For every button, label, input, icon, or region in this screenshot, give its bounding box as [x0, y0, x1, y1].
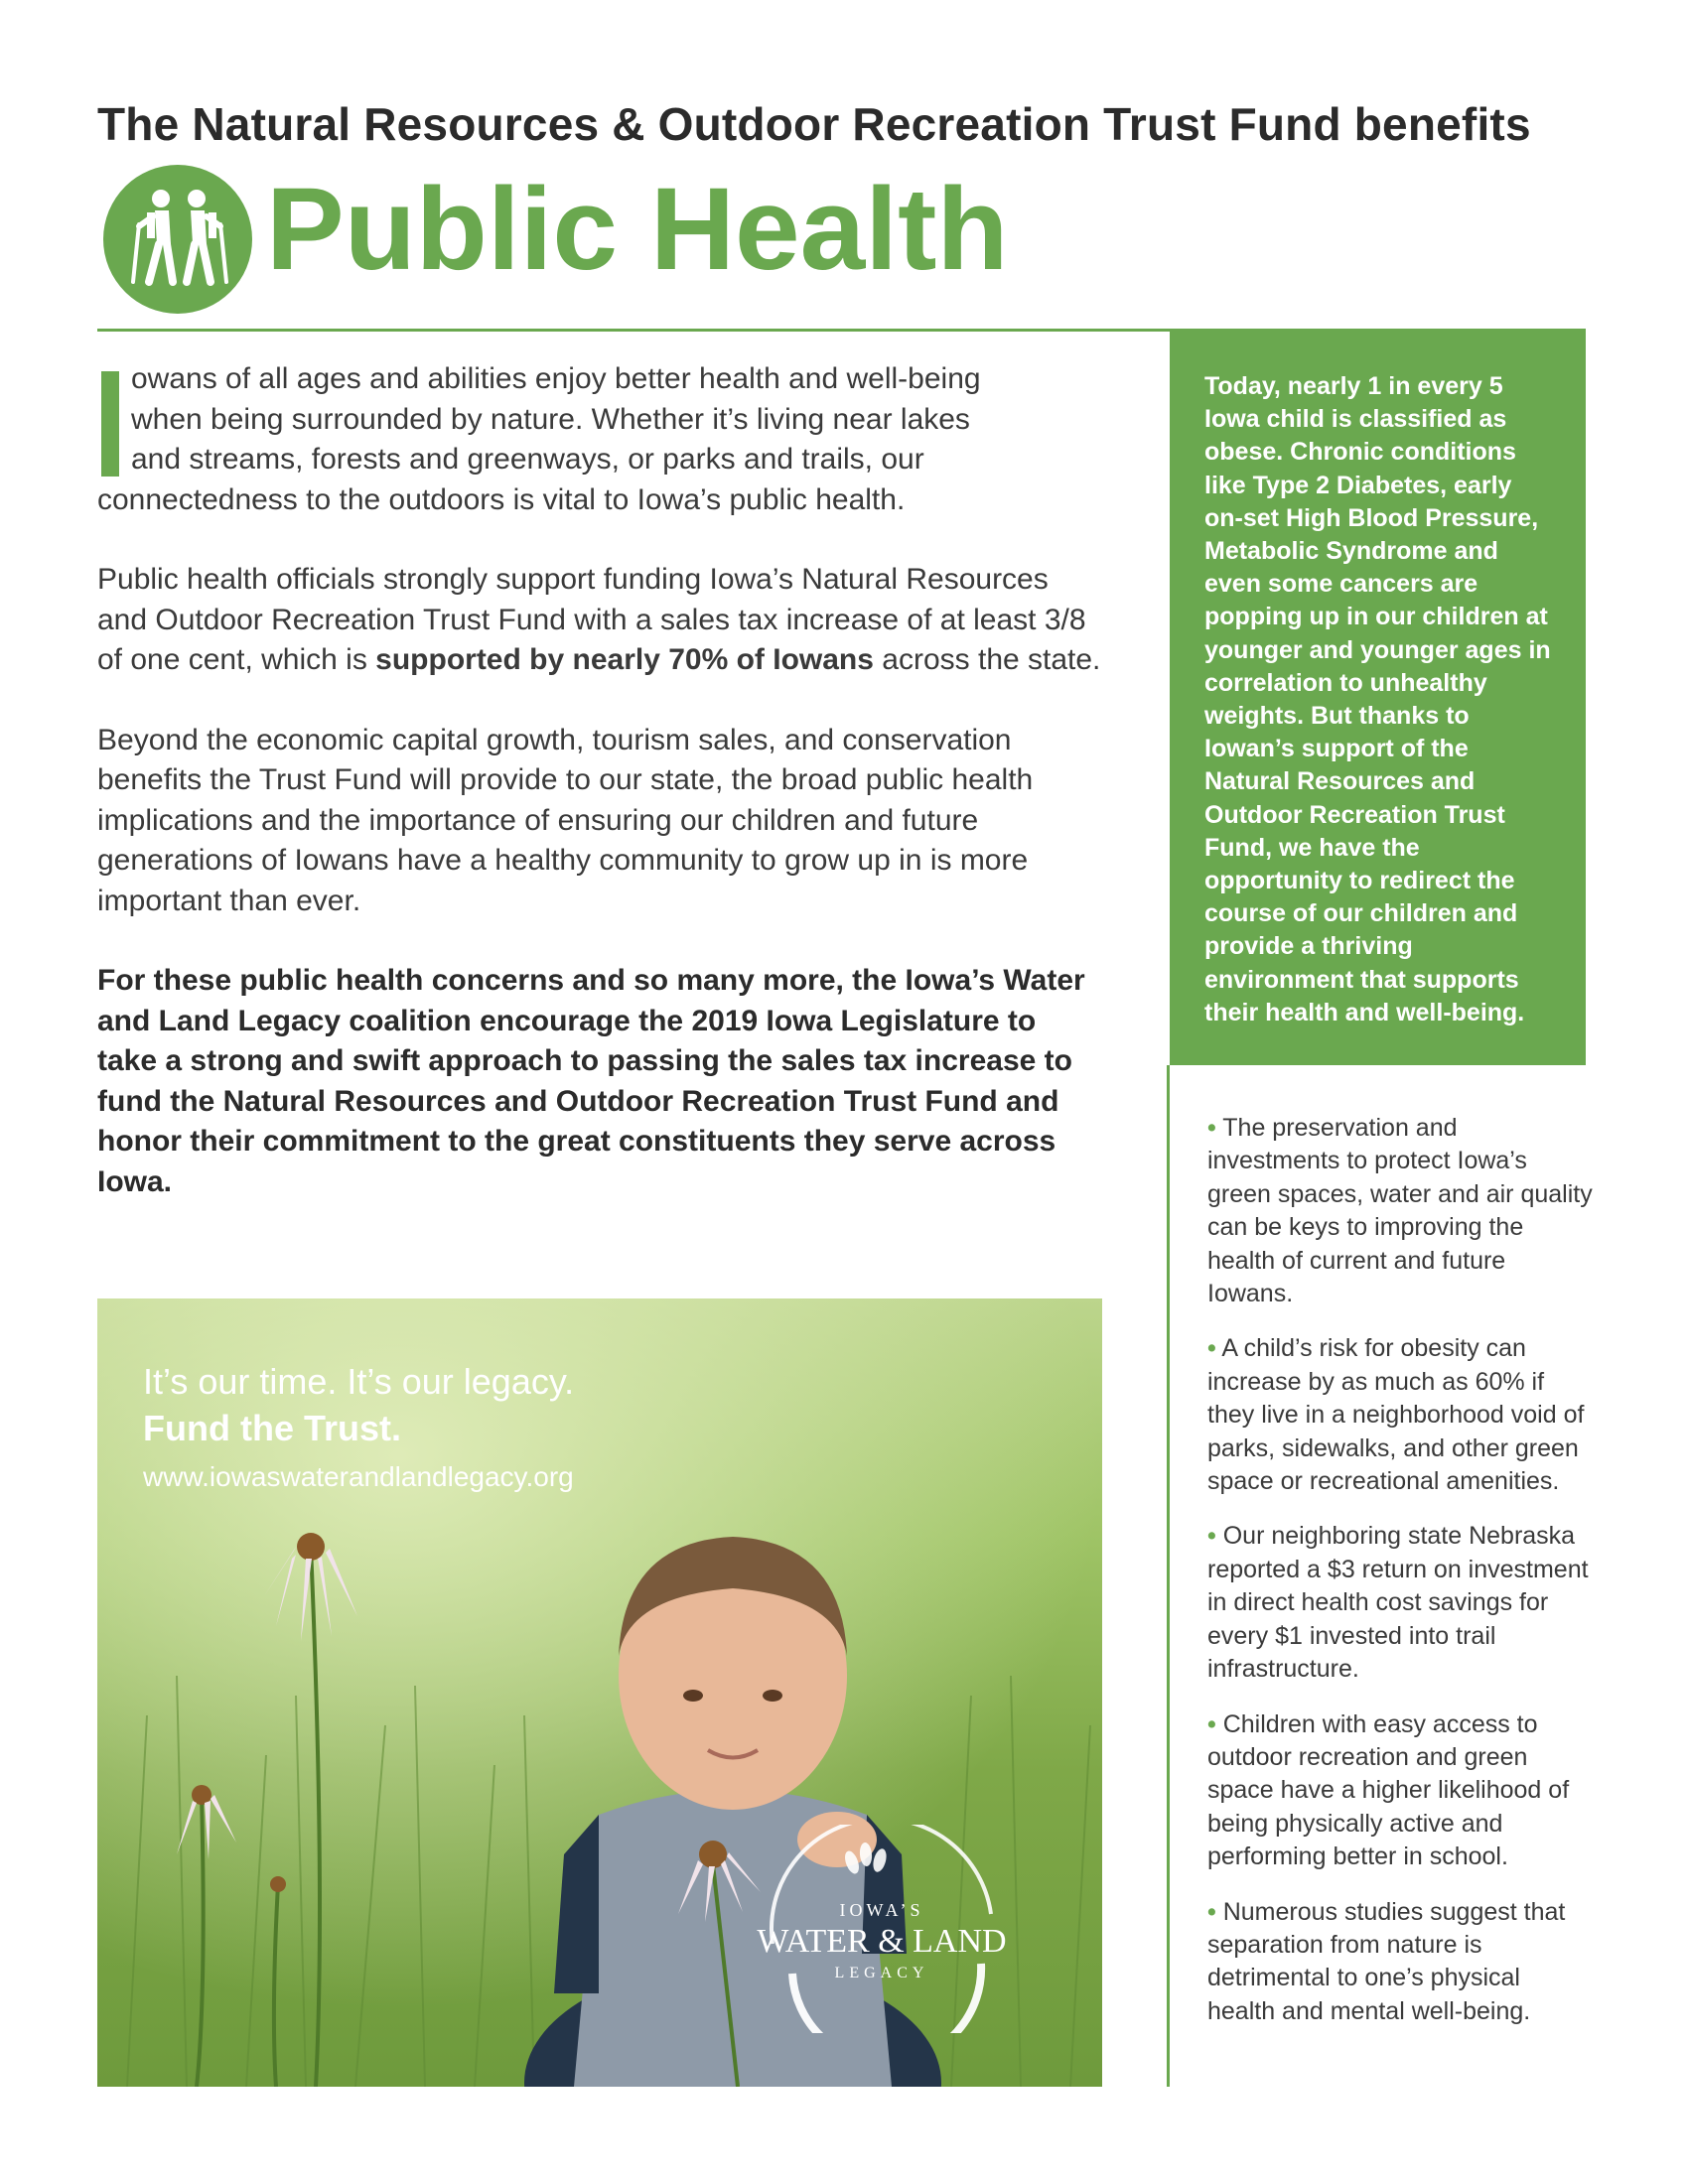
intro-paragraph — [97, 359, 1102, 520]
support-text-end: across the state. — [873, 643, 1101, 676]
child-with-flower-photo — [97, 1298, 1102, 2087]
list-item — [1207, 1896, 1595, 2029]
bullet-list — [1207, 1112, 1595, 2050]
bullet-text: Our neighboring state Nebraska reported a $3 return on investment in direct health cost savings for every $1 invested into trail infrastructure. — [1207, 1522, 1589, 1684]
bullet-dot: • — [1207, 1709, 1216, 1738]
bullet-dot: • — [1207, 1334, 1216, 1363]
list-item — [1207, 1520, 1595, 1686]
main-title: The Natural Resources & Outdoor Recreation Trust Fund benefits — [97, 98, 1531, 150]
photo-url: www.iowaswaterandlandlegacy.org — [143, 1461, 574, 1492]
intro-line-4: connectedness to the outdoors is vital to Iowa’s public health. — [97, 482, 906, 516]
dropcap-letter — [101, 371, 119, 477]
intro-line-2: when being surrounded by nature. Whether it’s living near lakes — [131, 402, 970, 436]
bullet-text: The preservation and investments to protect Iowa’s green spaces, water and air quality can be keys to improving the health of current and future Iowans. — [1207, 1114, 1593, 1308]
list-item — [1207, 1112, 1595, 1310]
callout-text: Today, nearly 1 in every 5 Iowa child is classified as obese. Chronic conditions like Type 2 Diabetes, early on-set High Blood Pressure, Metabolic Syndrome and even some cancers are popping up in our children at younger and younger ages in correlation to unhealthy weights. But thanks to Iowan’s support of the Natural Resources and Outdoor Recreation Trust Fund, we have the opportunity to redirect the course of our children and provide a thriving environment that supports their health and well-being. — [1204, 372, 1551, 1026]
section-title: Public Health — [266, 164, 1009, 295]
support-bold: supported by nearly 70% of Iowans — [375, 643, 874, 676]
benefits-paragraph: Beyond the economic capital growth, tourism sales, and conservation benefits the Trust Fund will provide to our state, the broad public health implications and the importance of ensuring our children and future generations of Iowans have a healthy community to grow up in is more important than ever. — [97, 723, 1034, 917]
bullet-text: Children with easy access to outdoor recreation and green space have a higher likelihood of being physically active and performing better in school. — [1207, 1709, 1570, 1871]
support-text: Public health officials strongly support funding Iowa’s Natural Resources and Outdoor Recreation Trust Fund with a sales tax increase of at least 3/8 of one cent, which is — [97, 563, 1086, 676]
intro-line-1: owans of all ages and abilities enjoy better health and well-being — [131, 362, 981, 395]
body-column — [97, 359, 1102, 1242]
bullet-dot: • — [1207, 1897, 1216, 1926]
intro-line-3: and streams, forests and greenways, or parks and trails, our — [131, 443, 924, 476]
list-item — [1207, 1708, 1595, 1874]
logo-text-main: WATER & LAND — [757, 1923, 1007, 1960]
bullet-text: Numerous studies suggest that separation from nature is detrimental to one’s physical health and mental well-being. — [1207, 1897, 1566, 2025]
logo-text-top: IOWA’S — [839, 1900, 924, 1920]
sidebar-rule — [1167, 1065, 1170, 2087]
bullet-dot: • — [1207, 1114, 1216, 1142]
sidebar-callout — [1170, 329, 1586, 1065]
photo-tagline-bold: Fund the Trust. — [143, 1408, 401, 1448]
water-land-legacy-logo — [733, 1825, 1031, 2033]
hikers-icon — [103, 165, 252, 314]
bullet-text: A child’s risk for obesity can increase by as much as 60% if they live in a neighborhood void of parks, sidewalks, and other green space or recreational amenities. — [1207, 1334, 1585, 1496]
logo-text-bottom: LEGACY — [834, 1965, 929, 1981]
call-to-action-paragraph: For these public health concerns and so many more, the Iowa’s Water and Land Legacy coalition encourage the 2019 Iowa Legislature to take a strong and swift approach to passing the sales tax increase to fund the Natural Resources and Outdoor Recreation Trust Fund and honor their commitment to the great constituents they serve across Iowa. — [97, 964, 1085, 1198]
bullet-dot: • — [1207, 1522, 1216, 1551]
photo-tagline: It’s our time. It’s our legacy. — [143, 1361, 575, 1402]
photo-tagline-block — [143, 1360, 574, 1501]
list-item — [1207, 1332, 1595, 1498]
support-paragraph — [97, 560, 1102, 681]
